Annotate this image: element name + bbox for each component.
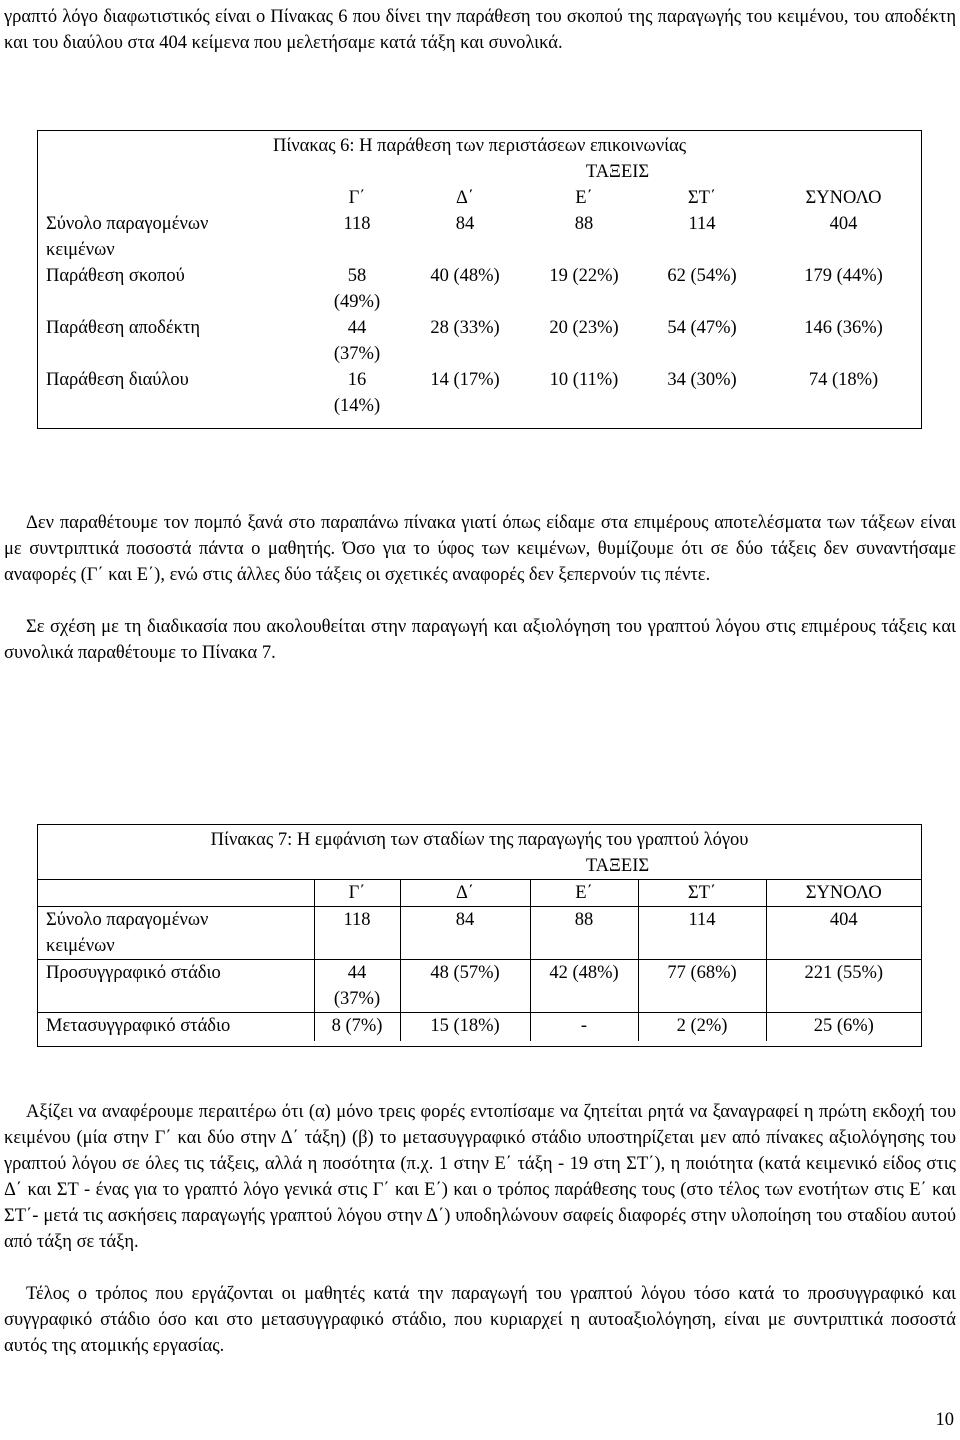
table-cell: 114	[638, 907, 766, 960]
table-7-caption-row	[38, 825, 921, 853]
row-label: Προσυγγραφικό στάδιο	[38, 960, 314, 1013]
column-header: Δ΄	[400, 880, 530, 907]
column-header: ΣΥΝΟΛΟ	[766, 880, 921, 907]
table-cell: 28 (33%)	[430, 318, 500, 338]
table-cell: 44 (37%)	[333, 318, 381, 364]
column-header: ΣΥΝΟΛΟ	[805, 188, 882, 208]
table-6-caption: Πίνακας 6: Η παράθεση των περιστάσεων επικοινωνίας	[272, 136, 687, 156]
table-cell: 14 (17%)	[430, 370, 500, 390]
table-cell: 118	[343, 214, 371, 234]
table-cell: 88	[530, 907, 638, 960]
column-header: ΣΤ΄	[638, 880, 766, 907]
table-cell: 2 (2%)	[638, 1013, 766, 1041]
row-label: Παράθεση αποδέκτη	[46, 318, 201, 338]
table-row	[38, 960, 921, 1013]
table-6-header-row	[38, 185, 921, 211]
table-7-group-header: ΤΑΞΕΙΣ	[585, 856, 650, 876]
table-row	[38, 263, 921, 315]
table-6-group-header: ΤΑΞΕΙΣ	[585, 162, 650, 182]
table-row	[38, 211, 921, 263]
table-cell: 404	[829, 214, 858, 234]
table-cell: 84	[400, 907, 530, 960]
table-6-group-row	[38, 159, 921, 185]
table-7	[37, 824, 922, 1047]
table-cell: 40 (48%)	[430, 266, 500, 286]
table-cell: 8 (7%)	[314, 1013, 400, 1041]
table-cell: 74 (18%)	[808, 370, 879, 390]
row-label: Μετασυγγραφικό στάδιο	[38, 1013, 314, 1041]
table-cell: 404	[766, 907, 921, 960]
table-cell: 48 (57%)	[400, 960, 530, 1013]
column-header: Δ΄	[455, 188, 475, 208]
table-cell: 20 (23%)	[549, 318, 619, 338]
table-cell: 77 (68%)	[638, 960, 766, 1013]
column-header: Ε΄	[575, 188, 593, 208]
table-cell: 42 (48%)	[530, 960, 638, 1013]
table-row	[38, 907, 921, 960]
table-cell: 15 (18%)	[400, 1013, 530, 1041]
table-cell: 118	[314, 907, 400, 960]
table-cell: 84	[455, 214, 475, 234]
table-cell: 114	[688, 214, 716, 234]
table-row	[38, 315, 921, 367]
table-7-header-row	[38, 880, 921, 907]
table-6-grid	[38, 131, 921, 419]
table-cell: 25 (6%)	[766, 1013, 921, 1041]
table-row	[38, 367, 921, 419]
column-header: Γ΄	[314, 880, 400, 907]
column-header: Ε΄	[530, 880, 638, 907]
table-7-grid	[38, 825, 921, 1041]
intro-paragraph: γραπτό λόγο διαφωτιστικός είναι ο Πίνακας 6 που δίνει την παράθεση του σκοπού της παραγωγής του κειμένου, του αποδέκτη και του διαύλου στα 404 κείμενα που μελετήσαμε κατά τάξη και συνολικά.	[4, 7, 956, 53]
table-cell: 62 (54%)	[667, 266, 737, 286]
table-cell: 16 (14%)	[333, 370, 381, 416]
row-label: Παράθεση σκοπού	[46, 266, 185, 286]
table-cell: 19 (22%)	[549, 266, 619, 286]
table-cell: 88	[574, 214, 594, 234]
table-cell: 34 (30%)	[667, 370, 737, 390]
table-cell: 44 (37%)	[314, 960, 400, 1013]
table-7-group-row	[38, 853, 921, 880]
column-header: Γ΄	[348, 188, 366, 208]
table-cell: 221 (55%)	[766, 960, 921, 1013]
table-6-caption-row	[38, 131, 921, 159]
table-row	[38, 1013, 921, 1041]
table-cell: 58 (49%)	[333, 266, 381, 312]
table-cell: -	[530, 1013, 638, 1041]
table-7-caption: Πίνακας 7: Η εμφάνιση των σταδίων της παραγωγής του γραπτού λόγου	[210, 830, 749, 850]
table-cell: 146 (36%)	[804, 318, 883, 338]
table-cell: 179 (44%)	[804, 266, 883, 286]
paragraph-sender: Δεν παραθέτουμε τον πομπό ξανά στο παραπάνω πίνακα γιατί όπως είδαμε στα επιμέρους αποτελέσματα των τάξεων είναι με συντριπτικά ποσοστά πάντα ο μαθητής. Όσο για το ύφος των κειμένων, θυμίζουμε ότι σε δύο τάξεις δεν συναντήσαμε αναφορές (Γ΄ και Ε΄), ενώ στις άλλες δύο τάξεις οι σχετικές αναφορές δεν ξεπερνούν τις πέντε.	[4, 513, 956, 585]
row-label: Σύνολο παραγομένων κειμένων	[46, 214, 209, 260]
row-label: Παράθεση διαύλου	[46, 370, 189, 390]
row-label: Σύνολο παραγομένων κειμένων	[38, 907, 314, 960]
page-number: 10	[935, 1410, 954, 1430]
column-header: ΣΤ΄	[687, 188, 717, 208]
paragraph-observations: Αξίζει να αναφέρουμε περαιτέρω ότι (α) μόνο τρεις φορές εντοπίσαμε να ζητείται ρητά να ξαναγραφεί η πρώτη εκδοχή του κειμένου (μία στην Γ΄ και δύο στην Δ΄ τάξη) (β) το μετασυγγραφικό στάδιο υποστηρίζεται μεν από πίνακες αξιολόγησης του γραπτού λόγου σε όλες τις τάξεις, αλλά η ποσότητα (π.χ. 1 στην Ε΄ τάξη - 19 στη ΣΤ΄), η ποιότητα (κατά κειμενικό είδος στις Δ΄ και ΣΤ - ένας για το γραπτό λόγο γενικά στις Γ΄ και Ε΄) και ο τρόπος παράθεσης τους (στο τέλος των ενοτήτων στις Ε΄ και ΣΤ΄- μετά τις ασκήσεις παραγωγής γραπτού λόγου στην Δ΄) υποδηλώνουν σαφείς διαφορές στην υλοποίηση του σταδίου αυτού από τάξη σε τάξη.	[4, 1102, 956, 1252]
table-cell: 54 (47%)	[667, 318, 737, 338]
paragraph-conclusion: Τέλος ο τρόπος που εργάζονται οι μαθητές κατά την παραγωγή του γραπτού λόγου τόσο κατά το προσυγγραφικό και συγγραφικό στάδιο όσο και στο μετασυγγραφικό στάδιο, που κυριαρχεί η αυτοαξιολόγηση, είναι με συντριπτικά ποσοστά αυτός της ατομικής εργασίας.	[4, 1284, 956, 1356]
paragraph-process: Σε σχέση με τη διαδικασία που ακολουθείται στην παραγωγή και αξιολόγηση του γραπτού λόγου στις επιμέρους τάξεις και συνολικά παραθέτουμε το Πίνακα 7.	[4, 617, 956, 663]
table-cell: 10 (11%)	[549, 370, 619, 390]
table-6	[37, 130, 922, 429]
